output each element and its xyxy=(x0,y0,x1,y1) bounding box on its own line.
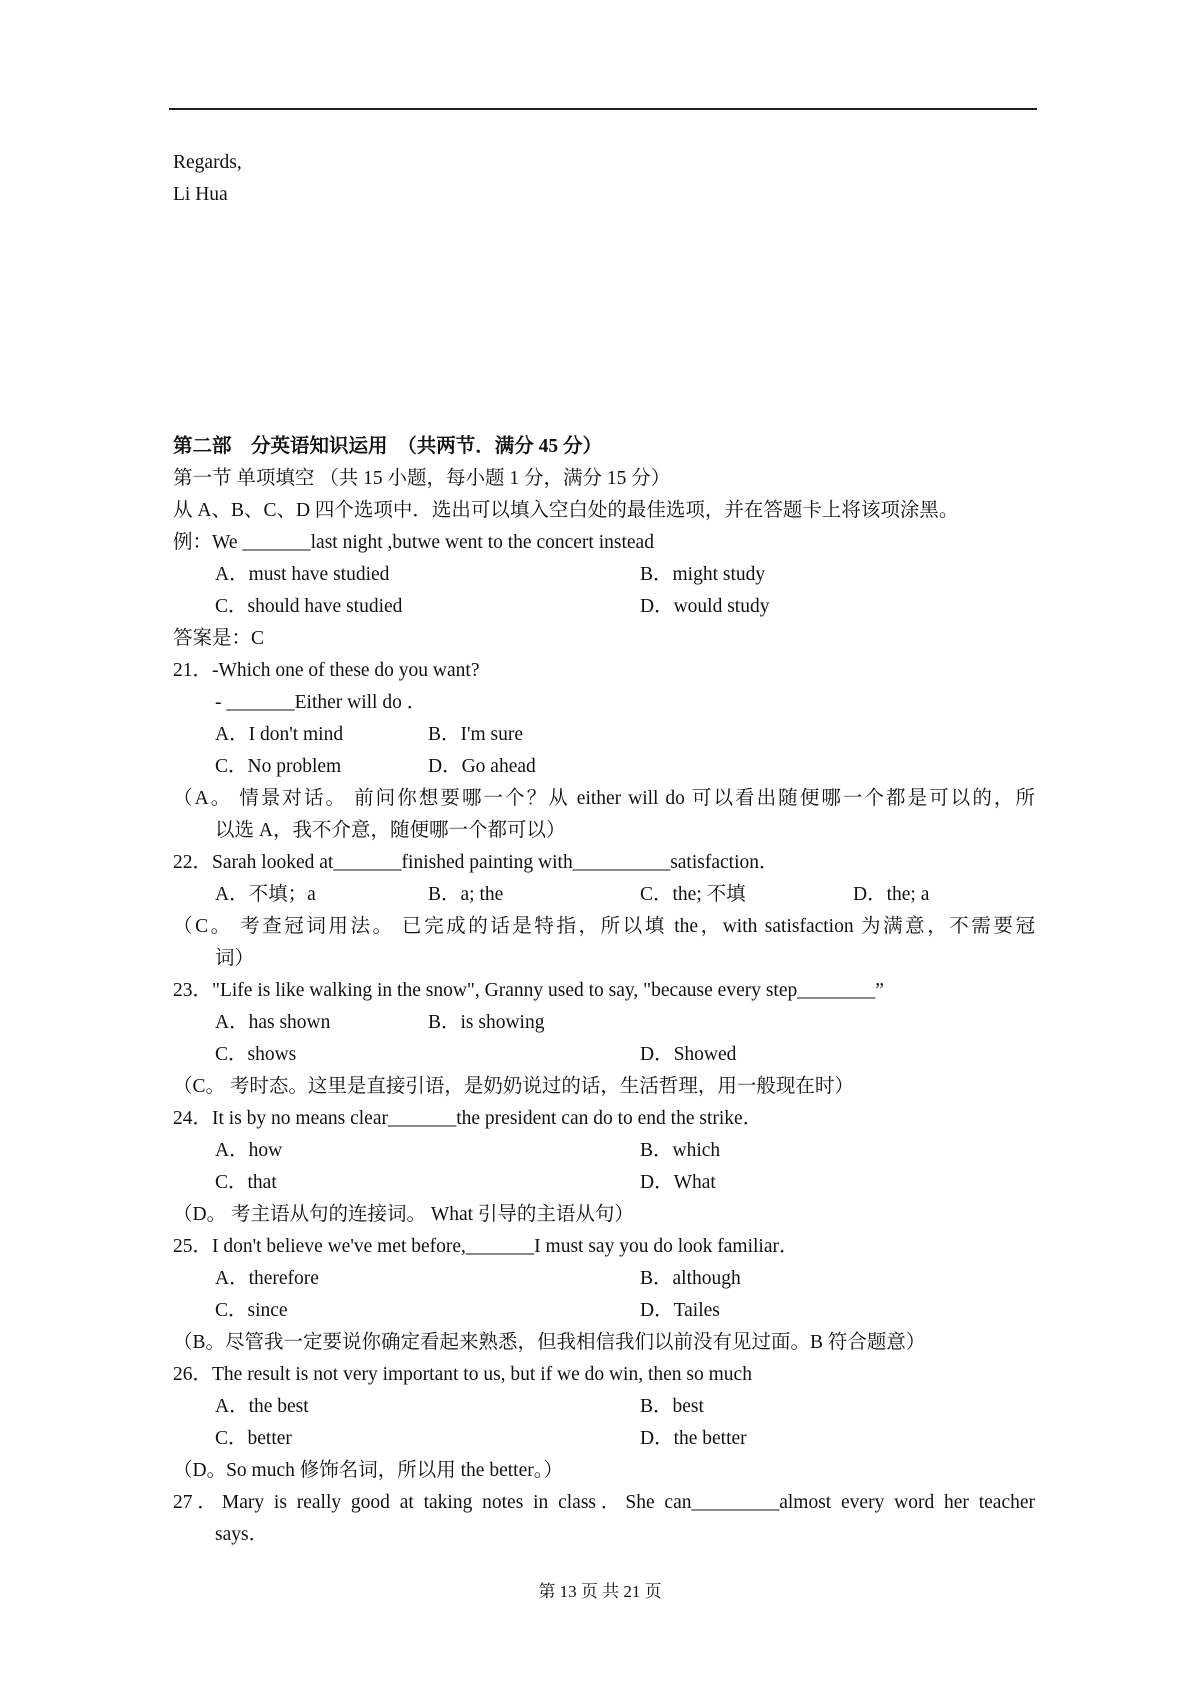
q25-option-c: C．since xyxy=(215,1300,288,1321)
q21-option-d: D．Go ahead xyxy=(428,756,536,777)
q25-option-a: A．therefore xyxy=(215,1268,319,1289)
q23-explanation: （C。 考时态。这里是直接引语，是奶奶说过的话，生活哲理，用一般现在时） xyxy=(173,1076,854,1097)
q26-option-c: C．better xyxy=(215,1428,292,1449)
q25-option-d: D．Tailes xyxy=(640,1300,720,1321)
subsection-heading: 第一节 单项填空 （共 15 小题，每小题 1 分，满分 15 分） xyxy=(173,468,671,489)
q21-explanation: （A。 情景对话。 前问你想要哪一个？从 either will do 可以看出随便哪一个都是可以的，所 xyxy=(173,788,1035,809)
q26-option-a: A．the best xyxy=(215,1396,309,1417)
instruction: 从 A、B、C、D 四个选项中．选出可以填入空白处的最佳选项，并在答题卡上将该项涂黑。 xyxy=(173,500,959,521)
q23-option-d: D．Showed xyxy=(640,1044,737,1065)
example-stem: 例：We _______last night ,butwe went to the concert instead xyxy=(173,532,654,553)
q22-explanation-cont: 词） xyxy=(215,948,255,969)
q25-stem: 25．I don't believe we've met before,_______I must say you do look familiar． xyxy=(173,1236,799,1257)
example-option-b: B．might study xyxy=(640,564,766,585)
q22-option-d: D．the; a xyxy=(853,884,930,905)
q22-option-a: A．不填；a xyxy=(215,884,316,905)
letter-closing: Regards, xyxy=(173,152,242,173)
example-option-c: C．should have studied xyxy=(215,596,403,617)
q21-stem: 21．-Which one of these do you want? xyxy=(173,660,480,681)
q26-explanation: （D。So much 修饰名词，所以用 the better。） xyxy=(173,1460,563,1481)
q27-stem-cont: says． xyxy=(215,1524,269,1545)
q23-option-a: A．has shown xyxy=(215,1012,331,1033)
q22-stem: 22．Sarah looked at_______finished painting with__________satisfaction． xyxy=(173,852,779,873)
example-option-d: D．would study xyxy=(640,596,770,617)
q24-stem: 24．It is by no means clear_______the president can do to end the strike． xyxy=(173,1108,763,1129)
q24-option-c: C．that xyxy=(215,1172,277,1193)
q21-stem-response: - _______Either will do ． xyxy=(215,692,427,713)
q24-explanation: （D。 考主语从句的连接词。 What 引导的主语从句） xyxy=(173,1204,634,1225)
q23-stem: 23．"Life is like walking in the snow", Granny used to say, "because every step________” xyxy=(173,980,884,1001)
header-rule xyxy=(169,108,1037,110)
q27-stem: 27．Mary is really good at taking notes in class．She can_________almost every word her teacher xyxy=(173,1492,1035,1513)
letter-signature: Li Hua xyxy=(173,184,228,205)
q23-option-b: B．is showing xyxy=(428,1012,545,1033)
q25-explanation: （B。尽管我一定要说你确定看起来熟悉，但我相信我们以前没有见过面。B 符合题意） xyxy=(173,1332,926,1353)
q26-stem: 26．The result is not very important to us, but if we do win, then so much xyxy=(173,1364,752,1385)
q22-option-c: C．the; 不填 xyxy=(640,884,746,905)
q21-option-a: A．I don't mind xyxy=(215,724,344,745)
q26-option-b: B．best xyxy=(640,1396,704,1417)
example-answer: 答案是：C xyxy=(173,628,265,649)
q24-option-d: D．What xyxy=(640,1172,716,1193)
q24-option-b: B．which xyxy=(640,1140,721,1161)
q21-option-b: B．I'm sure xyxy=(428,724,524,745)
example-option-a: A．must have studied xyxy=(215,564,390,585)
q22-explanation: （C。 考查冠词用法。 已完成的话是特指，所以填 the，with satisfaction 为满意，不需要冠 xyxy=(173,916,1035,937)
q21-explanation-cont: 以选 A，我不介意，随便哪一个都可以） xyxy=(215,820,566,841)
page-footer: 第 13 页 共 21 页 xyxy=(538,1582,662,1601)
section-heading: 第二部 分英语知识运用 （共两节．满分 45 分） xyxy=(173,436,603,457)
q23-option-c: C．shows xyxy=(215,1044,297,1065)
q24-option-a: A．how xyxy=(215,1140,283,1161)
q21-option-c: C．No problem xyxy=(215,756,342,777)
q22-option-b: B．a; the xyxy=(428,884,504,905)
q26-option-d: D．the better xyxy=(640,1428,747,1449)
q25-option-b: B．although xyxy=(640,1268,741,1289)
